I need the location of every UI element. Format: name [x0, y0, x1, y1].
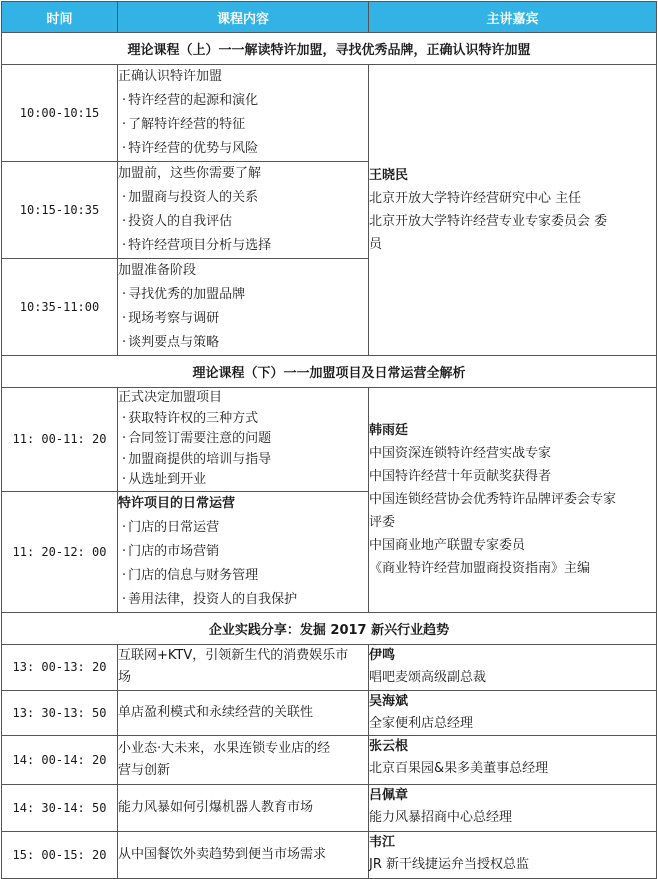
speaker-cell: [369, 388, 657, 613]
session-content: [118, 388, 369, 492]
session-time: 11: 20-12: 00: [2, 491, 118, 612]
session-item: · 特许经营项目分析与选择: [118, 234, 368, 258]
speaker-title: 全家便利店总经理: [369, 715, 474, 731]
session-time: 14: 30-14: 50: [2, 784, 118, 831]
session-item: · 从选址到开业: [118, 470, 368, 491]
session-item: · 投资人的自我评估: [118, 210, 368, 234]
speaker-cell: [369, 735, 657, 784]
session-item: · 获取特许权的三种方式: [118, 409, 368, 430]
speaker-title: JR 新干线捷运弁当授权总监: [369, 856, 529, 872]
session-item: · 特许经营的优势与风险: [118, 137, 368, 161]
session-title: 正式决定加盟项目: [118, 390, 223, 405]
session-item: · 合同签订需要注意的问题: [118, 429, 368, 450]
session-item: · 谈判要点与策略: [118, 331, 368, 355]
table-row: [2, 644, 657, 690]
session-title: 特许项目的日常运营: [118, 495, 236, 511]
speaker-title: 员: [369, 237, 383, 252]
speaker-title: 中国特许经营十年贡献奖获得者: [369, 469, 552, 485]
session-item: · 寻找优秀的加盟品牌: [118, 283, 368, 307]
speaker-name: 王晓民: [369, 168, 409, 183]
header-speaker: 主讲嘉宾: [369, 2, 657, 33]
session-content: [118, 784, 369, 831]
header-row: [2, 2, 657, 33]
session-time: 15: 00-15: 20: [2, 831, 118, 878]
session-item: · 特许经营的起源和演化: [118, 89, 368, 113]
session-item: · 加盟商提供的培训与指导: [118, 450, 368, 471]
header-time: 时间: [2, 2, 118, 33]
speaker-title: 评委: [369, 515, 396, 531]
session-topic: 单店盈利模式和永续经营的关联性: [118, 704, 314, 720]
session-time: 10:15-10:35: [2, 162, 118, 259]
session-content: [118, 690, 369, 735]
section-row: [2, 33, 657, 65]
speaker-title: 能力风暴招商中心总经理: [369, 809, 513, 825]
session-topic: 从中国餐饮外卖趋势到便当市场需求: [118, 846, 327, 862]
session-item: · 了解特许经营的特征: [118, 113, 368, 137]
session-time: 10:00-10:15: [2, 65, 118, 162]
speaker-title: 中国连锁经营协会优秀特许品牌评委会专家: [369, 492, 617, 508]
session-content: [118, 644, 369, 690]
agenda-table: [1, 1, 657, 879]
speaker-title: 《商业特许经营加盟商投资指南》主编: [369, 561, 591, 577]
session-topic: 营与创新: [118, 762, 171, 778]
speaker-name: 伊鸣: [369, 647, 396, 663]
session-time: 13: 00-13: 20: [2, 644, 118, 690]
speaker-title: 北京开放大学特许经营研究中心 主任: [369, 191, 582, 206]
session-topic: 能力风暴如何引爆机器人教育市场: [118, 799, 314, 815]
speaker-cell: [369, 690, 657, 735]
session-item: · 现场考察与调研: [118, 307, 368, 331]
speaker-title: 北京百果园&果多美董事总经理: [369, 760, 549, 776]
session-title: 正确认识特许加盟: [118, 69, 223, 84]
speaker-name: 韩雨廷: [369, 423, 409, 439]
speaker-title: 中国资深连锁特许经营实战专家: [369, 446, 552, 462]
speaker-cell: [369, 644, 657, 690]
session-item: · 门店的信息与财务管理: [118, 564, 368, 588]
table-row: [2, 65, 657, 162]
session-time: 13: 30-13: 50: [2, 690, 118, 735]
section-title-1: 理论课程（上）一一解读特许加盟，寻找优秀品牌，正确认识特许加盟: [2, 33, 657, 65]
section-title-3: 企业实践分享：发掘 2017 新兴行业趋势: [2, 612, 657, 644]
session-content: [118, 259, 369, 356]
session-time: 14: 00-14: 20: [2, 735, 118, 784]
speaker-name: 吴海斌: [369, 693, 409, 709]
session-item: · 加盟商与投资人的关系: [118, 186, 368, 210]
header-content: 课程内容: [118, 2, 369, 33]
session-item: · 门店的日常运营: [118, 516, 368, 540]
session-content: [118, 491, 369, 612]
section-title-2: 理论课程（下）一一加盟项目及日常运营全解析: [2, 356, 657, 388]
session-content: [118, 65, 369, 162]
table-row: [2, 735, 657, 784]
session-title: 加盟前，这些你需要了解: [118, 166, 262, 181]
speaker-name: 吕佩章: [369, 787, 409, 803]
session-title: 加盟准备阶段: [118, 263, 197, 278]
speaker-name: 张云根: [369, 738, 409, 754]
session-time: 11: 00-11: 20: [2, 388, 118, 492]
session-content: [118, 162, 369, 259]
session-item: · 门店的市场营销: [118, 540, 368, 564]
session-topic: 互联网+KTV，引领新生代的消费娱乐市: [118, 648, 349, 663]
speaker-title: 中国商业地产联盟专家委员: [369, 538, 526, 554]
speaker-name: 韦江: [369, 834, 396, 850]
session-topic: 场: [118, 670, 132, 685]
table-row: [2, 784, 657, 831]
speaker-cell: [369, 784, 657, 831]
section-row: [2, 612, 657, 644]
table-row: [2, 690, 657, 735]
session-content: [118, 735, 369, 784]
speaker-title: 唱吧麦颂高级副总裁: [369, 669, 487, 685]
speaker-title: 北京开放大学特许经营专业专家委员会 委: [369, 214, 608, 229]
session-item: · 善用法律，投资人的自我保护: [118, 588, 368, 612]
section-row: [2, 356, 657, 388]
table-row: [2, 388, 657, 492]
speaker-cell: [369, 65, 657, 356]
session-time: 10:35-11:00: [2, 259, 118, 356]
session-topic: 小业态·大未来，水果连锁专业店的经: [118, 740, 331, 756]
